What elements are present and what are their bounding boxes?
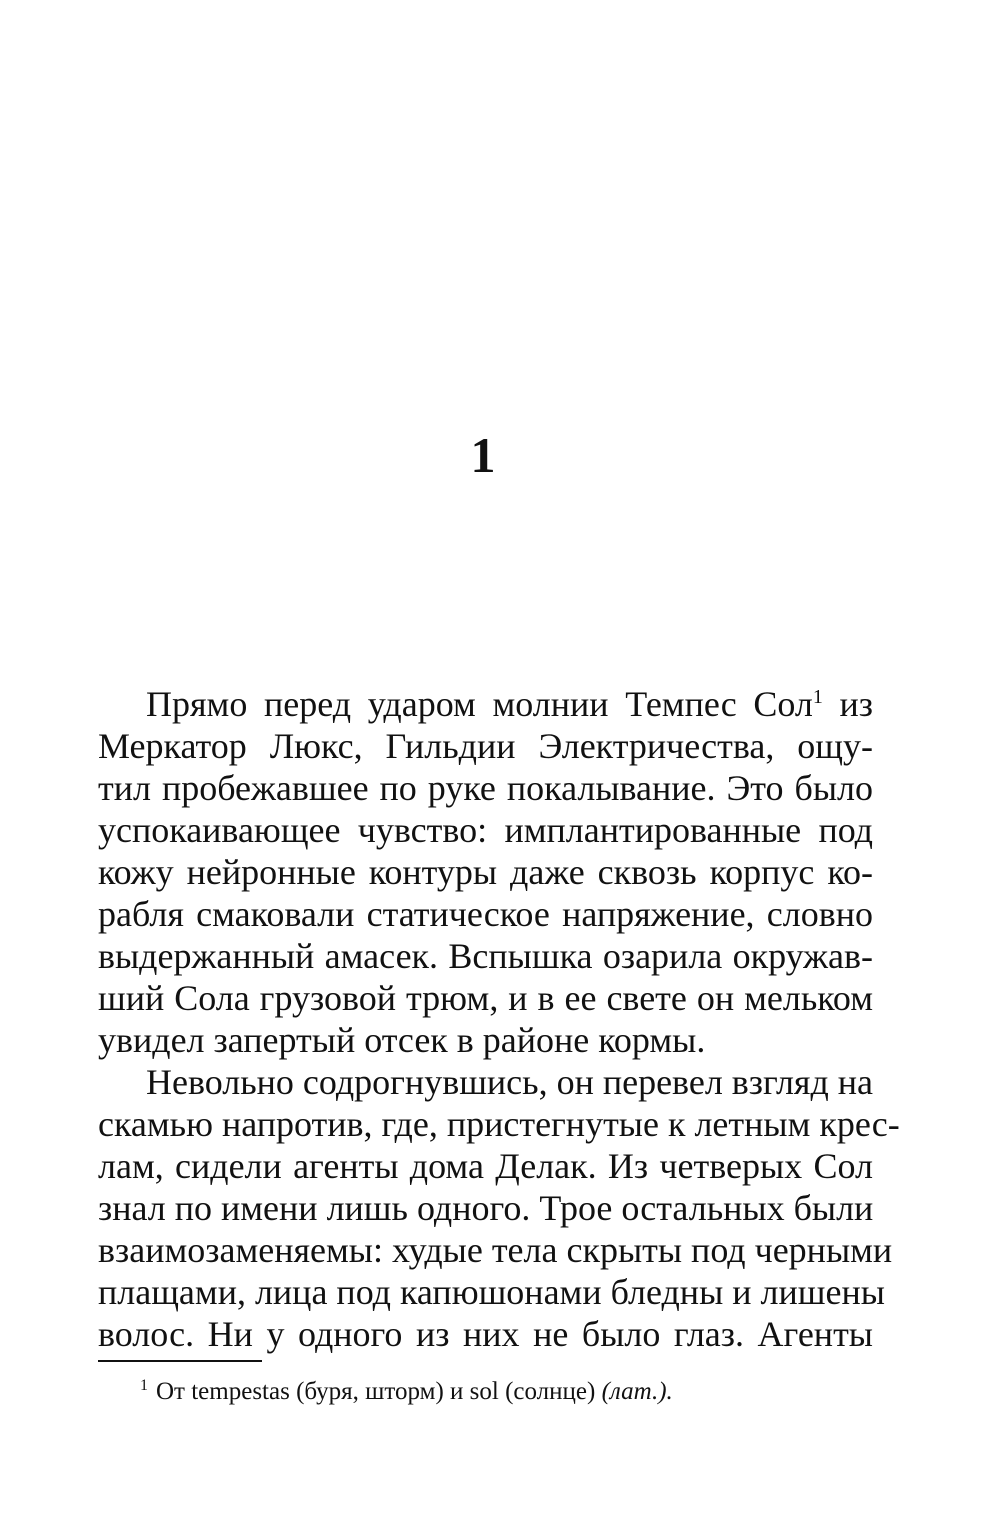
footnote-text: От tempestas (буря, шторм) и sol (солнце) <box>156 1378 602 1405</box>
paragraph-2-line-4: знал по имени лишь одного. Трое остальных были <box>98 1188 874 1228</box>
paragraph-1-line-1 <box>146 683 873 726</box>
footnote-mark: 1 <box>140 1376 148 1394</box>
paragraph-2-line-5: взаимозаменяемы: худые тела скрыты под черными <box>98 1230 893 1270</box>
paragraph-1-line-9: увидел запертый отсек в районе кормы. <box>98 1020 706 1060</box>
footnote-language-note: (лат.). <box>601 1378 673 1405</box>
paragraph-2-line-1: Невольно содрогнувшись, он перевел взгляд на <box>146 1062 874 1102</box>
paragraph-1-line-3: тил пробежавшее по руке покалывание. Это было <box>98 768 873 808</box>
line-text-after: из <box>822 684 873 724</box>
chapter-number: 1 <box>470 427 496 483</box>
paragraph-1-line-5: кожу нейронные контуры даже сквозь корпус ко- <box>98 852 873 892</box>
paragraph-1-line-8: ший Сола грузовой трюм, и в ее свете он мельком <box>98 978 873 1018</box>
footnote-divider <box>98 1360 262 1362</box>
paragraph-2-line-2: скамью напротив, где, пристегнутые к летным крес- <box>98 1104 900 1144</box>
paragraph-1-line-2: Меркатор Люкс, Гильдии Электричества, ощу- <box>98 726 873 766</box>
paragraph-2-line-3: лам, сидели агенты дома Делак. Из четверых Сол <box>98 1146 873 1186</box>
paragraph-2-line-7: волос. Ни у одного из них не было глаз. Агенты <box>98 1314 873 1354</box>
footnote <box>140 1376 900 1408</box>
paragraph-2-line-6: плащами, лица под капюшонами бледны и лишены <box>98 1272 885 1312</box>
paragraph-1-line-6: рабля смаковали статическое напряжение, словно <box>98 894 873 934</box>
footnote-reference[interactable]: 1 <box>812 686 823 708</box>
line-text-before: Прямо перед ударом молнии Темпес Сол <box>146 684 813 724</box>
paragraph-1-line-4: успокаивающее чувство: имплантированные под <box>98 810 873 850</box>
paragraph-1-line-7: выдержанный амасек. Вспышка озарила окружав- <box>98 936 873 976</box>
